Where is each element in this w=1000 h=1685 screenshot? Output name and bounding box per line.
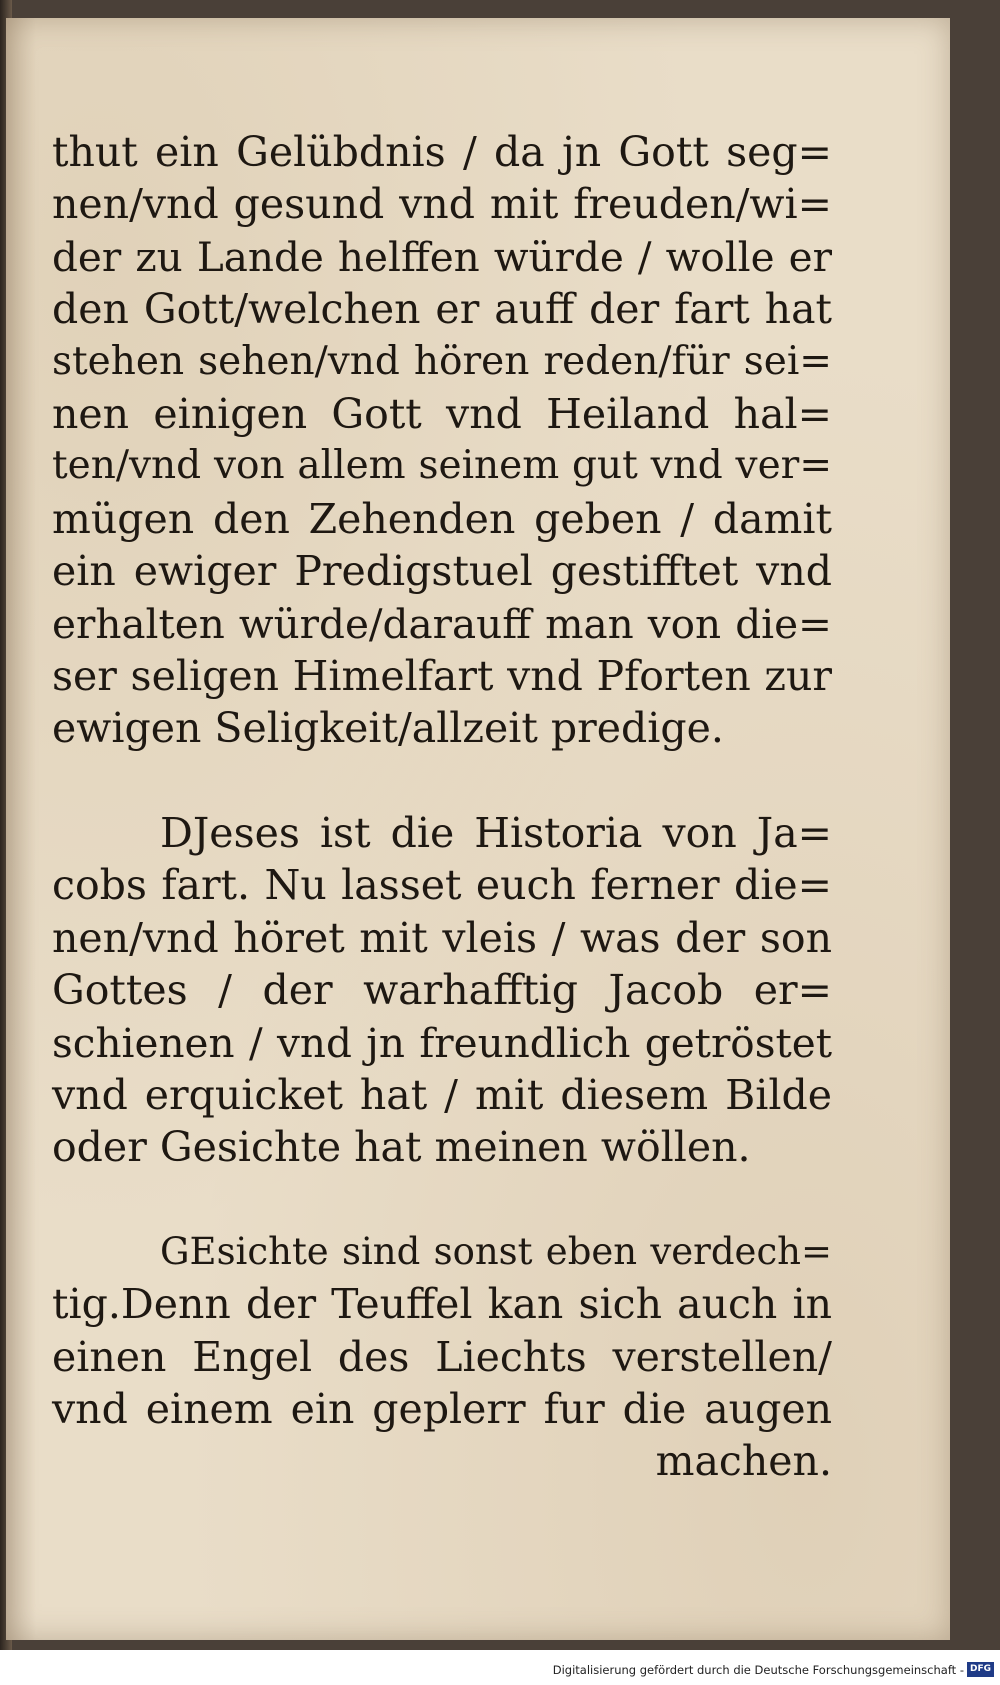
text-line: ten/vnd von allem seinem gut vnd ver=: [52, 443, 832, 489]
text-line: tig.Denn der Teuffel kan sich auch in: [52, 1280, 832, 1329]
text-line: erhalten würde/darauff man von die=: [52, 599, 832, 648]
footer-bar: [0, 1660, 1000, 1685]
text-line: machen.: [655, 1437, 832, 1486]
text-line: stehen sehen/vnd hören reden/für sei=: [52, 338, 832, 384]
text-line: schienen / vnd jn freundlich getröstet: [52, 1018, 832, 1067]
text-line: vnd erquicket hat / mit diesem Bilde: [52, 1070, 832, 1119]
text-line: der zu Lande helffen würde / wolle er: [52, 232, 832, 281]
funding-notice: Digitalisierung gefördert durch die Deutsche Forschungsgemeinschaft -: [552, 1663, 964, 1677]
paragraph-gap: [52, 1174, 832, 1226]
text-line: Gottes / der warhafftig Jacob er=: [52, 966, 832, 1015]
text-line: nen/vnd höret mit vleis / was der son: [52, 913, 832, 962]
page-text: [52, 126, 832, 1488]
text-line: einen Engel des Liechts verstellen/: [52, 1332, 832, 1381]
paragraph-gap: [52, 755, 832, 807]
text-line: oder Gesichte hat meinen wöllen.: [52, 1123, 751, 1172]
text-line: DJeses ist die Historia von Ja=: [160, 808, 832, 857]
text-line: thut ein Gelübdnis / da jn Gott seg=: [52, 128, 832, 176]
text-line: ser seligen Himelfart vnd Pforten zur: [52, 652, 832, 701]
text-line: GEsichte sind sonst eben verdech=: [160, 1229, 832, 1273]
book-page: [6, 18, 950, 1640]
dfg-logo-icon: DFG: [967, 1662, 994, 1677]
text-line: cobs fart. Nu lasset euch ferner die=: [52, 861, 832, 910]
text-line: mügen den Zehenden geben / damit: [52, 494, 832, 543]
text-line: ein ewiger Predigstuel gestifftet vnd: [52, 547, 832, 596]
text-line: den Gott/welchen er auff der fart hat: [52, 285, 832, 334]
text-line: nen/vnd gesund vnd mit freuden/wi=: [52, 180, 832, 229]
text-line: ewigen Seligkeit/allzeit predige.: [52, 704, 724, 753]
text-line: nen einigen Gott vnd Heiland hal=: [52, 390, 832, 439]
text-line: vnd einem ein geplerr fur die augen: [52, 1384, 832, 1433]
